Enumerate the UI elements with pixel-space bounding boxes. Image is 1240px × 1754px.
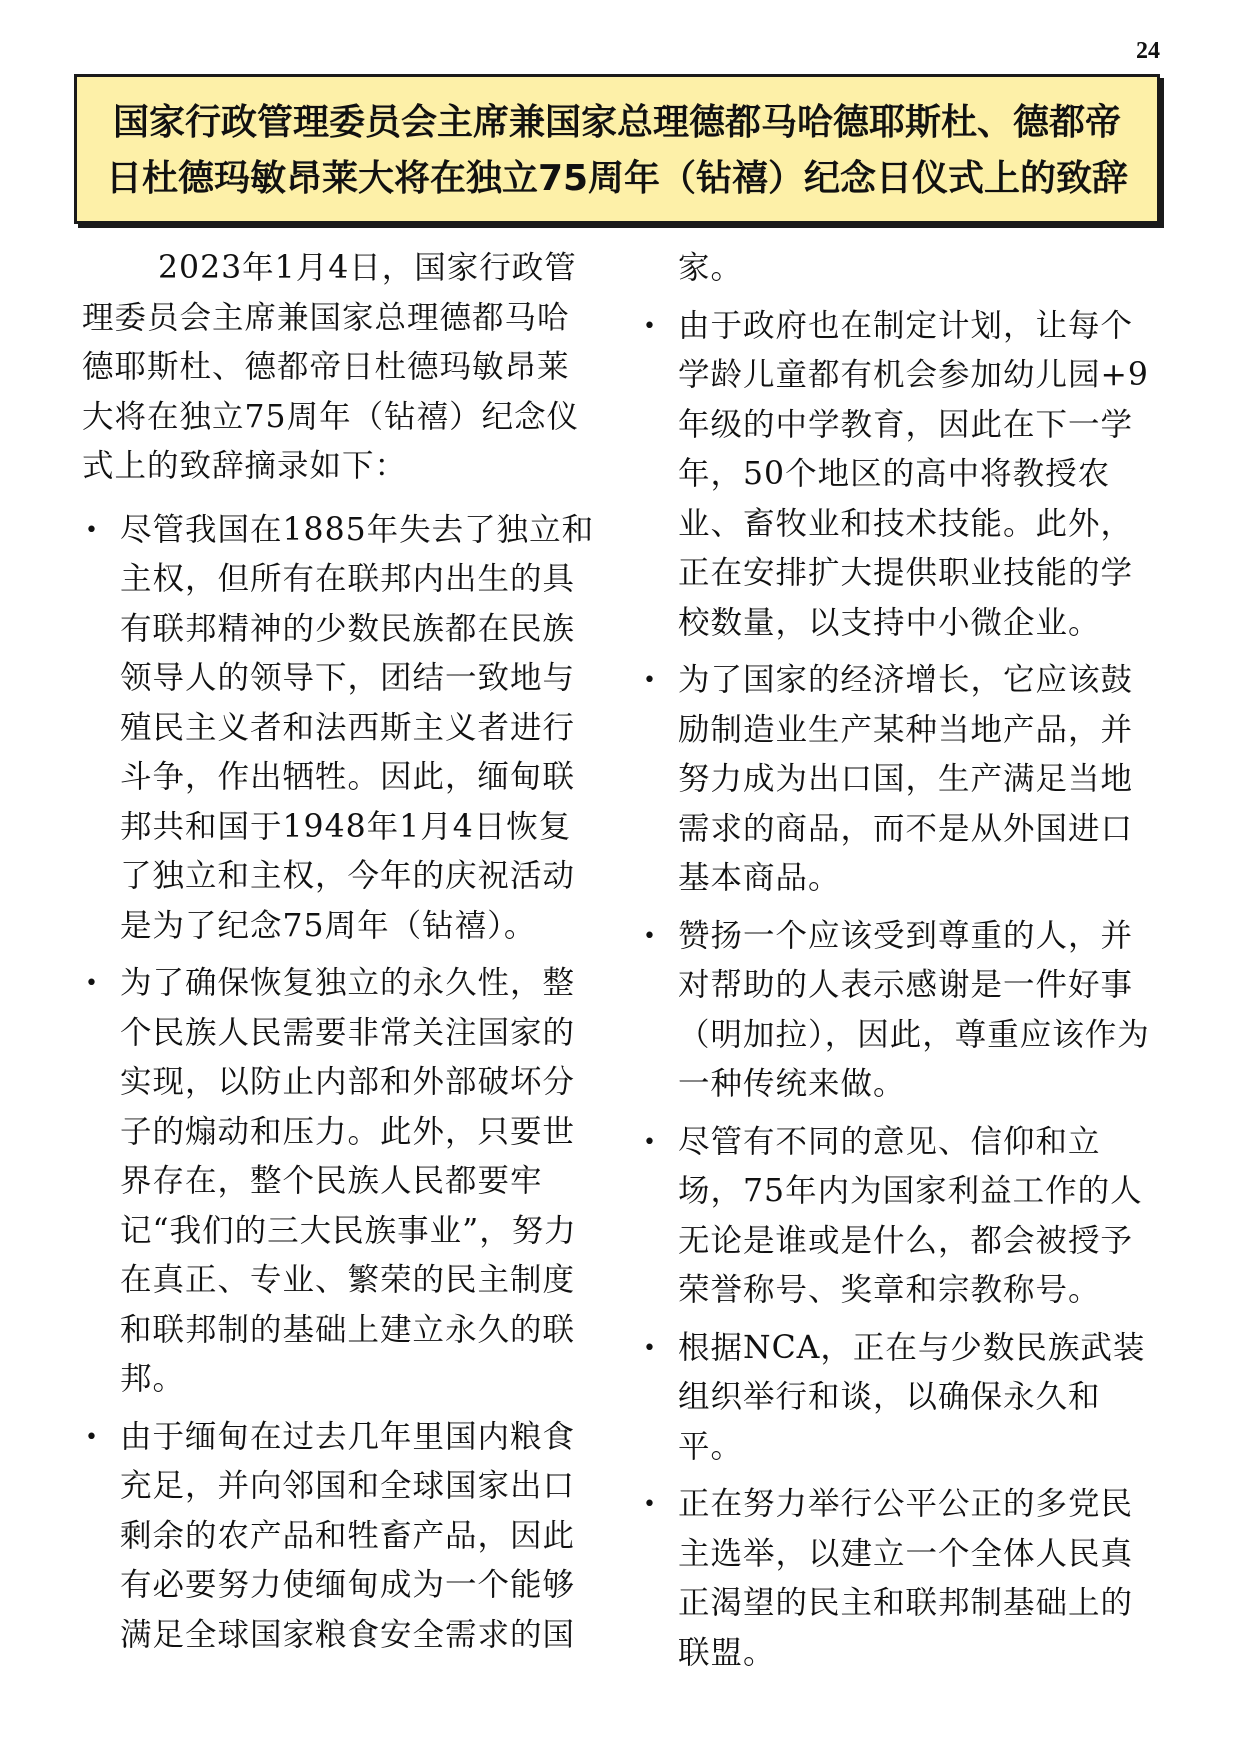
title-line-1: 国家行政管理委员会主席兼国家总理德都马哈德耶斯杜、德都帝 bbox=[112, 102, 1121, 143]
bullet-text: 为了确保恢复独立的永久性，整个民族人民需要非常关注国家的实现，以防止内部和外部破坏分子的煽动和压力。此外，只要世界存在，整个民族人民都要牢记“我们的三大民族事业”，努力在真正、专业、繁荣的民主制度和联邦制的基础上建立永久的联邦。 bbox=[120, 965, 577, 1397]
bullet-text: 尽管我国在1885年失去了独立和主权，但所有在联邦内出生的具有联邦精神的少数民族都在民族领导人的领导下，团结一致地与殖民主义者和法西斯主义者进行斗争，作出牺牲。因此，缅甸联邦共和国于1948年1月4日恢复了独立和主权，今年的庆祝活动是为了纪念75周年（钻禧）。 bbox=[120, 511, 595, 944]
left-column bbox=[82, 244, 600, 1668]
bullet-icon: • bbox=[643, 1129, 657, 1155]
bullet-icon: • bbox=[643, 313, 657, 339]
bullet-item bbox=[640, 1480, 1160, 1678]
right-bullet-list bbox=[640, 302, 1160, 1679]
bullet-text: 由于政府也在制定计划，让每个学龄儿童都有机会参加幼儿园+9年级的中学教育，因此在下一学年，50个地区的高中将教授农业、畜牧业和技术技能。此外，正在安排扩大提供职业技能的学校数量，以支持中小微企业。 bbox=[678, 307, 1149, 641]
left-bullet-list bbox=[82, 506, 600, 1661]
bullet-text: 由于缅甸在过去几年里国内粮食充足，并向邻国和全球国家出口剩余的农产品和牲畜产品，因此有必要努力使缅甸成为一个能够满足全球国家粮食安全需求的国 bbox=[120, 1418, 576, 1653]
bullet-item bbox=[640, 1118, 1160, 1316]
bullet-text: 尽管有不同的意见、信仰和立场，75年内为国家利益工作的人无论是谁或是什么，都会被授予荣誉称号、奖章和宗教称号。 bbox=[678, 1123, 1143, 1308]
bullet-icon: • bbox=[643, 1492, 657, 1517]
bullet-icon: • bbox=[643, 923, 657, 949]
bullet-text: 正在努力举行公平公正的多党民主选举，以建立一个全体人民真正渴望的民主和联邦制基础上的联盟。 bbox=[678, 1486, 1134, 1671]
title-line-2: 日杜德玛敏昂莱大将在独立75周年（钻禧）纪念日仪式上的致辞 bbox=[105, 158, 1129, 199]
bullet-item bbox=[640, 1324, 1160, 1473]
bullet-text: 为了国家的经济增长，它应该鼓励制造业生产某种当地产品，并努力成为出口国，生产满足当地需求的商品，而不是从外国进口基本商品。 bbox=[678, 662, 1134, 896]
bullet-icon: • bbox=[85, 971, 99, 996]
intro-paragraph: 2023年1月4日，国家行政管理委员会主席兼国家总理德都马哈德耶斯杜、德都帝日杜德玛敏昂莱大将在独立75周年（钻禧）纪念仪式上的致辞摘录如下： bbox=[82, 250, 580, 484]
bullet-text: 赞扬一个应该受到尊重的人，并对帮助的人表示感谢是一件好事（明加拉），因此，尊重应该作为一种传统来做。 bbox=[678, 917, 1150, 1102]
bullet-icon: • bbox=[643, 1335, 657, 1361]
bullet-text: 根据NCA，正在与少数民族武装组织举行和谈，以确保永久和平。 bbox=[678, 1329, 1146, 1465]
bullet-item bbox=[82, 959, 600, 1405]
bullet-icon: • bbox=[85, 517, 99, 543]
bullet-icon: • bbox=[85, 1424, 99, 1450]
bullet-item bbox=[640, 912, 1160, 1110]
bullet-item bbox=[640, 656, 1160, 904]
bullet-icon: • bbox=[643, 668, 657, 693]
bullet-item bbox=[82, 506, 600, 952]
page-number: 24 bbox=[1136, 38, 1160, 64]
bullet-item bbox=[640, 302, 1160, 649]
bullet-item bbox=[82, 1413, 600, 1661]
title-box bbox=[74, 74, 1160, 224]
right-column bbox=[640, 244, 1160, 1686]
continuation-text: 家。 bbox=[678, 250, 744, 286]
